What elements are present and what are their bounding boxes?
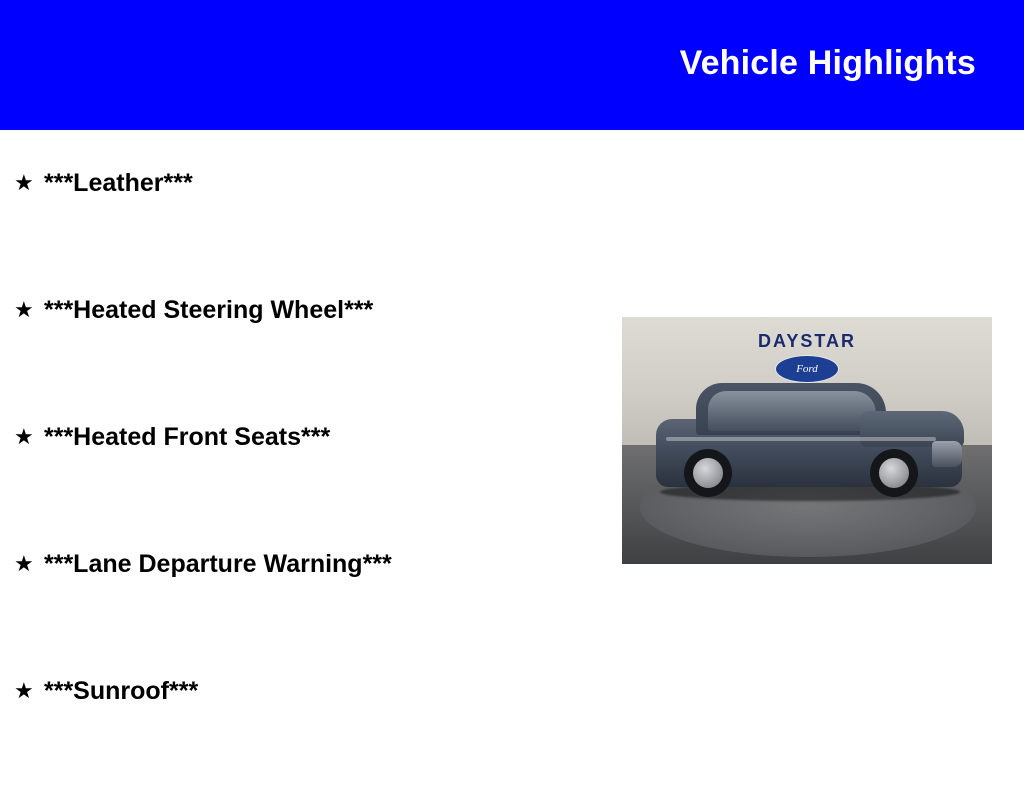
dealer-name-text: DAYSTAR — [757, 331, 856, 351]
page-title: Vehicle Highlights — [679, 44, 976, 82]
highlight-label: ***Heated Front Seats*** — [44, 423, 331, 451]
highlight-label: ***Leather*** — [44, 169, 193, 197]
star-icon: ★ — [14, 297, 34, 322]
car-illustration — [650, 367, 968, 517]
list-item — [0, 168, 600, 295]
car-body-highlight — [666, 437, 936, 441]
highlight-label: ***Sunroof*** — [44, 677, 199, 705]
header-bar — [0, 0, 1024, 130]
list-item — [0, 549, 600, 676]
car-wheel-front — [870, 449, 918, 497]
vehicle-photo — [622, 317, 992, 564]
list-item — [0, 295, 600, 422]
car-windows — [708, 391, 876, 431]
star-icon: ★ — [14, 551, 34, 576]
car-grille — [932, 441, 962, 467]
star-icon: ★ — [14, 678, 34, 703]
car-wheel-rear — [684, 449, 732, 497]
list-item — [0, 422, 600, 549]
highlight-label: ***Lane Departure Warning*** — [44, 550, 392, 578]
highlight-label: ***Heated Steering Wheel*** — [44, 296, 374, 324]
highlights-list — [0, 130, 600, 803]
list-item — [0, 676, 600, 803]
star-icon: ★ — [14, 170, 34, 195]
ford-logo-icon: Ford — [775, 355, 839, 383]
star-icon: ★ — [14, 424, 34, 449]
